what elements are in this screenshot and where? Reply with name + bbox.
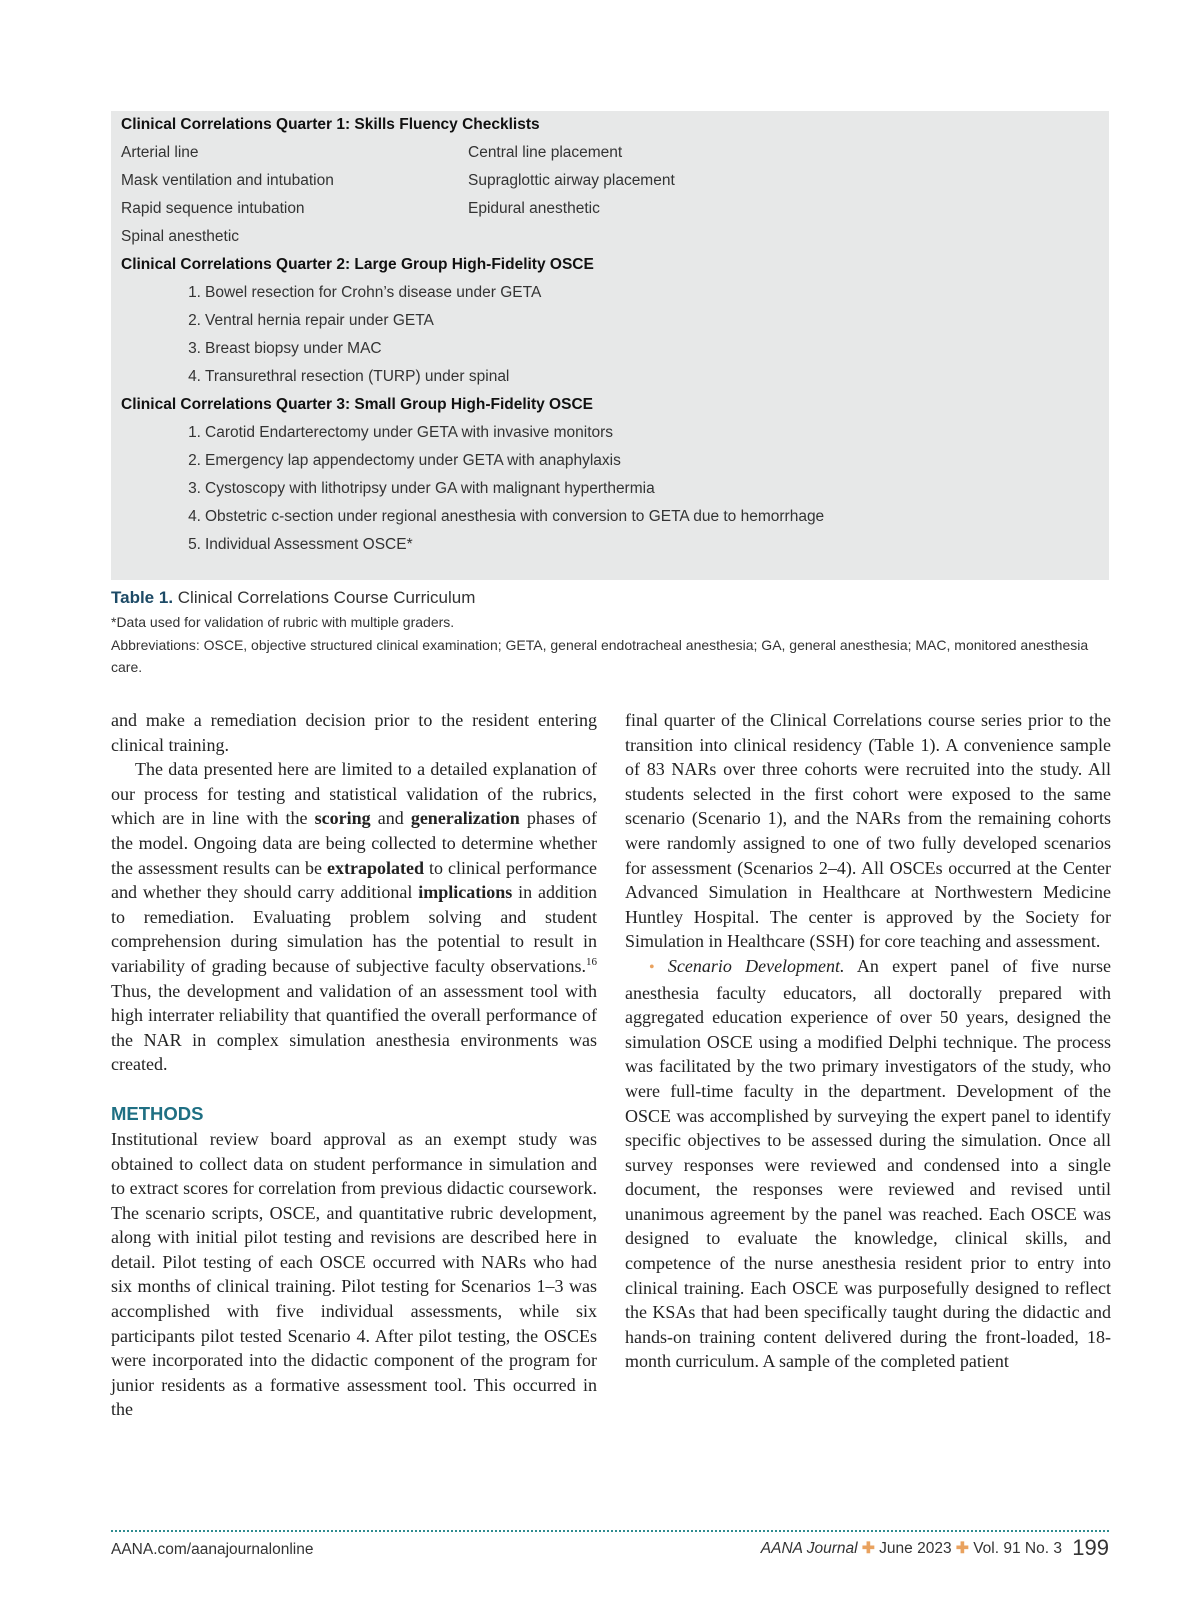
caption-label: Table 1.: [111, 588, 174, 607]
list-text: Bowel resection for Crohn’s disease under GETA: [205, 284, 542, 301]
right-column: [625, 708, 1111, 1374]
text-run: and: [370, 808, 411, 829]
citation-superscript: 16: [586, 955, 597, 968]
text-run: to clinical performance and whether they should carry additional: [111, 857, 597, 903]
footer-citation: [761, 1535, 1109, 1561]
table-item: Supraglottic airway placement: [468, 172, 675, 189]
list-number: 1.: [188, 284, 201, 301]
text-run: An expert panel of five nurse anesthesia faculty educators, all doctorally prepared with aggregated education experience of over 50 years, designed the simulation OSCE using a modified Delphi technique. The process was facilitated by the two primary investigators of the study, who were full-time faculty in the department. Development of the OSCE was accomplished by surveying the expert panel to identify specific objectives to be assessed during the simulation. Once all survey responses were reviewed and condensed into a single document, the responses were reviewed and revised until unanimous agreement by the panel was reached. Each OSCE was designed to evaluate the knowledge, clinical skills, and competence of the nurse anesthesia resident prior to entry into clinical training. Each OSCE was purposefully designed to reflect the KSAs that had been specifically taught during the didactic and hands-on training content delivered during the front-loaded, 18-month curriculum. A sample of the completed patient: [625, 955, 1111, 1372]
table-item: Arterial line: [121, 144, 199, 161]
paragraph: [111, 757, 597, 1077]
table-item: Rapid sequence intubation: [121, 200, 305, 217]
table-section-header-q3: Clinical Correlations Quarter 3: Small Group High-Fidelity OSCE: [121, 396, 593, 413]
bold-term: implications: [418, 882, 513, 903]
footer-url: AANA.com/aanajournalonline: [111, 1541, 314, 1558]
caption-footnote: *Data used for validation of rubric with multiple graders.: [111, 614, 455, 630]
list-text: Cystoscopy with lithotripsy under GA with malignant hyperthermia: [205, 480, 655, 497]
text-run: Thus, the development and validation of an assessment tool with high interrater reliability that quantified the overall performance of the NAR in complex simulation anesthesia environments was created.: [111, 980, 597, 1075]
paragraph: Institutional review board approval as an exempt study was obtained to collect data on student performance in simulation and to extract scores for correlation from previous didactic coursework. The scenario scripts, OSCE, and quantitative rubric development, along with initial pilot testing and revisions are described here in detail. Pilot testing of each OSCE occurred with NARs who had six months of clinical training. Pilot testing for Scenarios 1–3 was accomplished with five individual assessments, while six participants pilot tested Scenario 4. After pilot testing, the OSCEs were incorporated into the didactic component of the program for junior residents as a formative assessment tool. This occurred in the: [111, 1128, 597, 1420]
list-number: 2.: [188, 312, 201, 329]
list-number: 3.: [188, 340, 201, 357]
section-heading: METHODS: [111, 1102, 204, 1124]
table-list-item: [111, 475, 1109, 503]
table-list-item: [111, 447, 1109, 475]
footer-divider: [111, 1530, 1109, 1532]
table-item: Spinal anesthetic: [121, 228, 240, 245]
table-caption: [111, 585, 1109, 679]
table-list-item: [111, 503, 1109, 531]
paragraph: [625, 954, 1111, 1374]
left-column: [111, 708, 597, 1422]
table-list-item: [111, 531, 1109, 559]
table-item: Mask ventilation and intubation: [121, 172, 334, 189]
list-text: Ventral hernia repair under GETA: [205, 312, 434, 329]
bullet-icon: •: [649, 958, 655, 976]
list-number: 4.: [188, 368, 201, 385]
list-number: 2.: [188, 452, 201, 469]
caption-abbreviations: Abbreviations: OSCE, objective structured clinical examination; GETA, general endotracheal anesthesia; GA, general anesthesia; MAC, monitored anesthesia care.: [111, 636, 1089, 675]
bold-term: scoring: [314, 808, 371, 829]
table-item: Central line placement: [468, 144, 623, 161]
plus-icon: ✚: [861, 1540, 875, 1557]
paragraph: final quarter of the Clinical Correlations course series prior to the transition into clinical residency (Table 1). A convenience sample of 83 NARs over three cohorts were recruited into the study. All students selected in the first cohort were exposed to the same scenario (Scenario 1), and the NARs from the remaining cohorts were randomly assigned to one of two fully developed scenarios for assessment (Scenarios 2–4). All OSCEs occurred at the Center Advanced Simulation in Healthcare at Northwestern Medicine Huntley Hospital. The center is approved by the Society for Simulation in Healthcare (SSH) for core teaching and assessment.: [625, 710, 1111, 952]
list-number: 3.: [188, 480, 201, 497]
table-list-item: [111, 335, 1109, 363]
text-run: phases of the model. Ongoing data are being collected to determine whether the assessment results can be: [111, 808, 597, 878]
table-list-item: [111, 419, 1109, 447]
bold-term: generalization: [410, 808, 520, 829]
table-list-item: [111, 307, 1109, 335]
journal-name: AANA Journal: [760, 1540, 858, 1557]
plus-icon: ✚: [955, 1540, 969, 1557]
table-list-item: [111, 363, 1109, 391]
list-text: Obstetric c-section under regional anesthesia with conversion to GETA due to hemorrhage: [205, 508, 825, 525]
curriculum-table: [111, 111, 1109, 580]
run-in-heading: Scenario Development.: [667, 955, 845, 976]
table-item: Epidural anesthetic: [468, 200, 600, 217]
caption-title-line: [111, 585, 1109, 611]
paragraph: and make a remediation decision prior to the resident entering clinical training.: [111, 710, 597, 755]
text-run: The data presented here are limited to a detailed explanation of our process for testing and statistical validation of the rubrics, which are in line with the: [111, 759, 597, 829]
text-run: in addition to remediation. Evaluating problem solving and student comprehension during simulation has the potential to result in variability of grading because of subjective faculty observations.: [111, 882, 597, 976]
issue-date: June 2023: [879, 1540, 952, 1557]
list-text: Carotid Endarterectomy under GETA with invasive monitors: [205, 424, 614, 441]
list-number: 4.: [188, 508, 201, 525]
list-text: Breast biopsy under MAC: [205, 340, 382, 357]
table-section-header-q1: Clinical Correlations Quarter 1: Skills Fluency Checklists: [121, 116, 540, 133]
list-text: Emergency lap appendectomy under GETA with anaphylaxis: [205, 452, 621, 469]
list-number: 1.: [188, 424, 201, 441]
bold-term: extrapolated: [327, 857, 425, 878]
list-text: Individual Assessment OSCE*: [205, 536, 413, 553]
list-text: Transurethral resection (TURP) under spinal: [205, 368, 510, 385]
caption-title: Clinical Correlations Course Curriculum: [177, 588, 476, 607]
table-list-item: [111, 279, 1109, 307]
volume-issue: Vol. 91 No. 3: [973, 1540, 1062, 1557]
page-number: 199: [1072, 1535, 1109, 1560]
table-section-header-q2: Clinical Correlations Quarter 2: Large Group High-Fidelity OSCE: [121, 256, 594, 273]
list-number: 5.: [188, 536, 201, 553]
